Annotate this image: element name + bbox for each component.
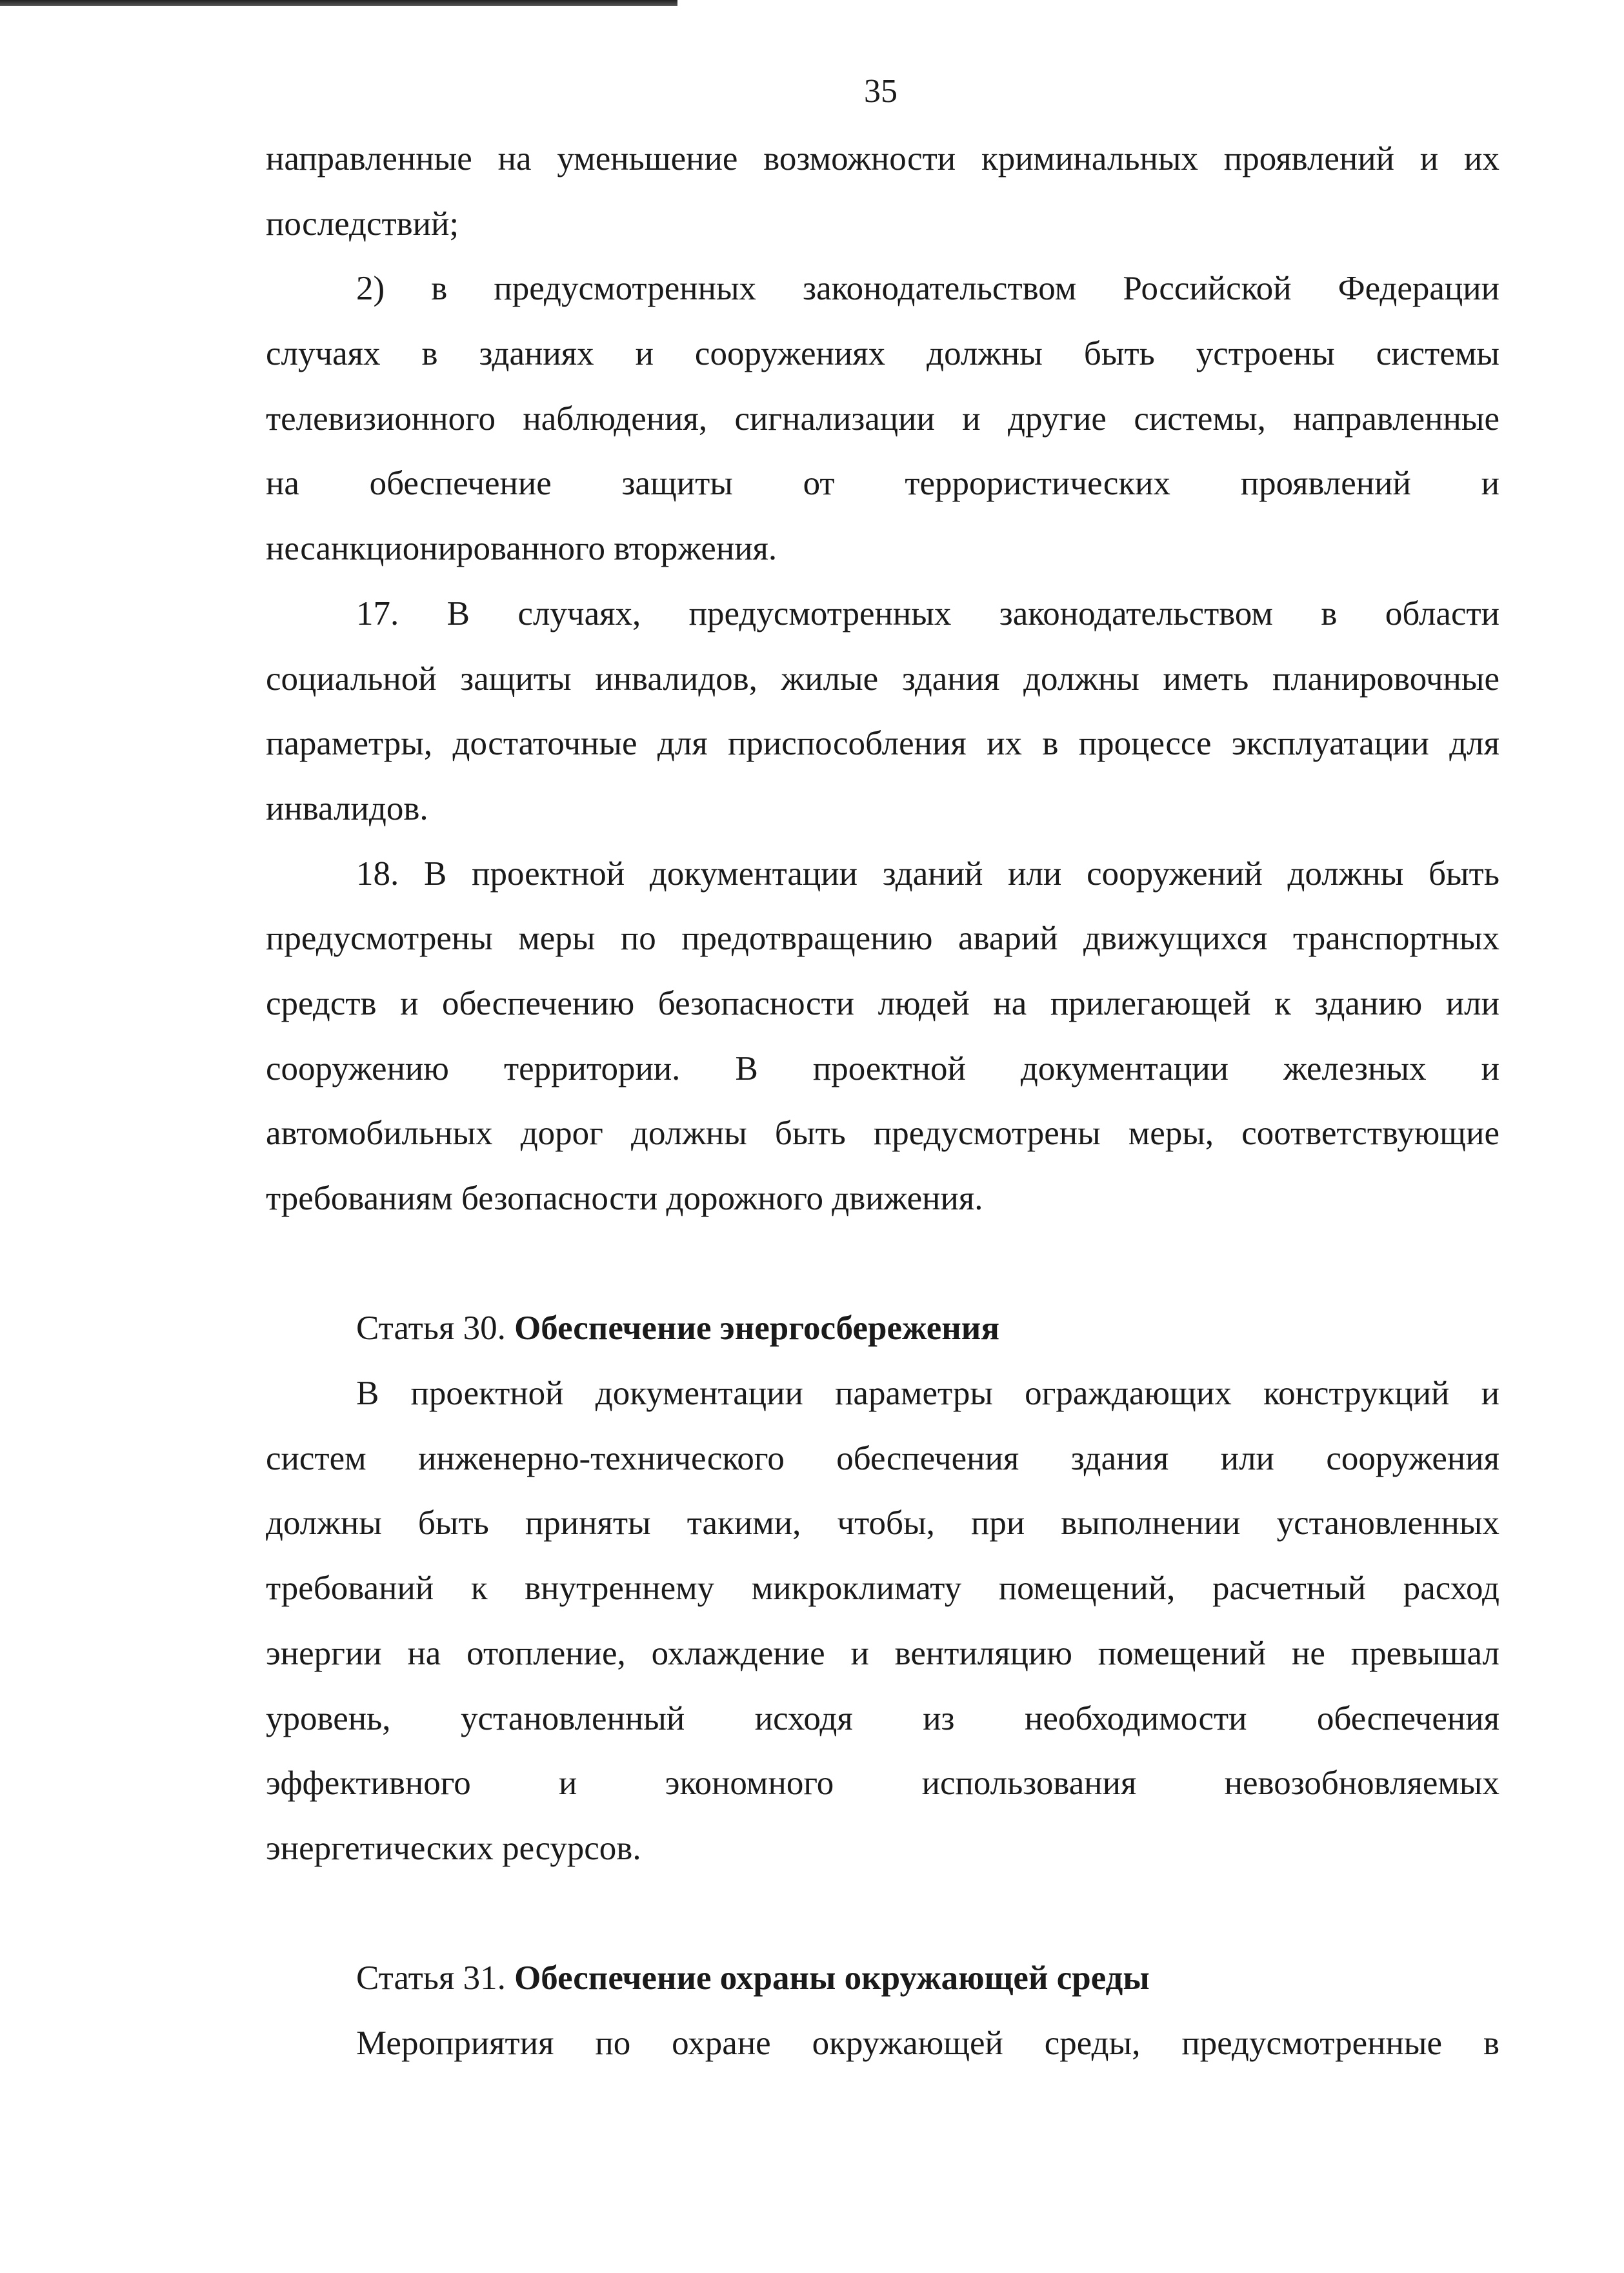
text-line: средств и обеспечению безопасности людей на прилегающей к зданию или (266, 984, 1499, 1022)
text-line: требований к внутреннему микроклимату помещений, расчетный расход (266, 1570, 1499, 1608)
text-line: несанкционированного вторжения. (266, 530, 777, 568)
text-line: 2) в предусмотренных законодательством Российской Федерации (356, 270, 1499, 308)
text-line: телевизионного наблюдения, сигнализации и другие системы, направленные (266, 399, 1499, 438)
article-30-title: Обеспечение энергосбережения (514, 1309, 999, 1348)
article-31-heading (266, 1946, 1499, 2011)
text-line: эффективного и экономного использования невозобновляемых (266, 1764, 1499, 1803)
text-line: на обеспечение защиты от террористических проявлений и (266, 465, 1499, 503)
text-line: энергии на отопление, охлаждение и вентиляцию помещений не превышал (266, 1634, 1499, 1672)
text-line: требованиям безопасности дорожного движения. (266, 1180, 983, 1217)
text-line: уровень, установленный исходя из необходимости обеспечения (266, 1699, 1499, 1737)
article-31-title: Обеспечение охраны окружающей среды (514, 1959, 1150, 1997)
text-line: направленные на уменьшение возможности криминальных проявлений и их (266, 140, 1499, 177)
text-line: В проектной документации параметры ограждающих конструкций и (356, 1375, 1499, 1413)
article-31-label: Статья 31. (356, 1959, 515, 1997)
text-line: автомобильных дорог должны быть предусмотрены меры, соответствующие (266, 1115, 1499, 1153)
text-line: предусмотрены меры по предотвращению аварий движущихся транспортных (266, 920, 1499, 958)
scan-artifact-line (0, 0, 677, 6)
text-line: энергетических ресурсов. (266, 1829, 641, 1867)
text-line: последствий; (266, 205, 459, 243)
text-line: 18. В проектной документации зданий или сооружений должны быть (356, 854, 1499, 893)
text-line: инвалидов. (266, 789, 428, 827)
text-line: Мероприятия по охране окружающей среды, предусмотренные в (356, 2024, 1499, 2062)
text-line: параметры, достаточные для приспособления их в процессе эксплуатации для (266, 725, 1499, 763)
article-30-heading (266, 1296, 1499, 1361)
text-line: случаях в зданиях и сооружениях должны быть устроены системы (266, 335, 1499, 373)
document-body (266, 126, 1499, 2076)
page-number: 35 (864, 73, 897, 110)
article-30-label: Статья 30. (356, 1309, 515, 1348)
text-line: систем инженерно-технического обеспечения здания или сооружения (266, 1439, 1499, 1477)
blank-line (266, 1881, 1499, 1946)
text-line: должны быть приняты такими, чтобы, при выполнении установленных (266, 1504, 1499, 1542)
text-line: социальной защиты инвалидов, жилые здания должны иметь планировочные (266, 660, 1499, 698)
text-line: 17. В случаях, предусмотренных законодательством в области (356, 594, 1499, 632)
blank-line (266, 1231, 1499, 1297)
text-line: сооружению территории. В проектной документации железных и (266, 1049, 1499, 1087)
